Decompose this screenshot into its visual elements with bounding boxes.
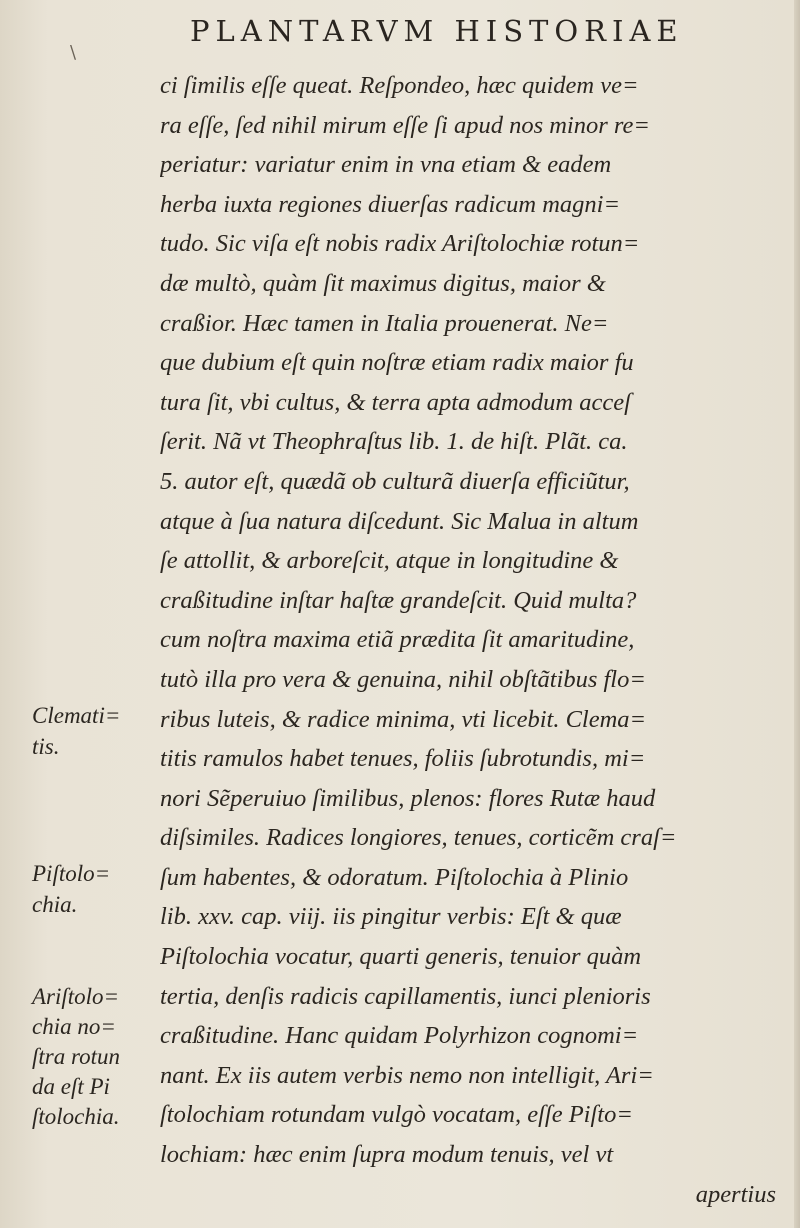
catchword: apertius bbox=[695, 1180, 776, 1208]
ink-mark: \ bbox=[70, 42, 77, 63]
margin-note-clematitis bbox=[32, 700, 172, 762]
text-line: craßitudine inſtar haſtæ grandeſcit. Quid multa? bbox=[160, 586, 637, 614]
text-line: titis ramulos habet tenues, foliis ſubrotundis, mi= bbox=[160, 745, 646, 773]
text-line: tertia, denſis radicis capillamentis, iunci plenioris bbox=[160, 982, 651, 1010]
text-line: ſerit. Nã vt Theophraſtus lib. 1. de hiſt. Plãt. ca. bbox=[160, 428, 628, 456]
text-line: lochiam: hæc enim ſupra modum tenuis, vel vt bbox=[160, 1141, 614, 1169]
margin-note-pistolochia bbox=[32, 858, 172, 920]
text-line: tudo. Sic viſa eſt nobis radix Ariſtolochiæ rotun= bbox=[160, 230, 640, 258]
running-header: PLANTARVM HISTORIAE bbox=[190, 14, 684, 48]
margin-note-line: Ariſtolo= bbox=[32, 984, 120, 1009]
text-line: tutò illa pro vera & genuina, nihil obſtãtibus flo= bbox=[160, 665, 646, 693]
main-text-block bbox=[160, 66, 790, 1214]
text-line: ſtolochiam rotundam vulgò vocatam, eſſe Piſto= bbox=[160, 1101, 633, 1129]
margin-note-aristolochia bbox=[32, 982, 172, 1132]
margin-note-line: chia no= bbox=[32, 1014, 116, 1039]
margin-note-line: Clemati= bbox=[32, 703, 121, 728]
text-line: lib. xxv. cap. viij. iis pingitur verbis: Eſt & quæ bbox=[160, 903, 622, 931]
text-line: nant. Ex iis autem verbis nemo non intelligit, Ari= bbox=[160, 1061, 654, 1089]
text-line: atque à ſua natura diſcedunt. Sic Malua in altum bbox=[160, 507, 639, 535]
text-line: craßior. Hæc tamen in Italia prouenerat. Ne= bbox=[160, 309, 609, 337]
text-line: ſum habentes, & odoratum. Piſtolochia à Plinio bbox=[160, 863, 629, 891]
margin-note-line: ſtolochia. bbox=[32, 1104, 120, 1129]
text-line: ſe attollit, & arboreſcit, atque in longitudine & bbox=[160, 547, 619, 575]
text-line: periatur: variatur enim in vna etiam & eadem bbox=[160, 151, 612, 179]
page-edge bbox=[794, 0, 800, 1228]
text-line: Piſtolochia vocatur, quarti generis, tenuior quàm bbox=[160, 943, 642, 971]
text-line: craßitudine. Hanc quidam Polyrhizon cognomi= bbox=[160, 1022, 639, 1050]
text-line: dæ multò, quàm ſit maximus digitus, maior & bbox=[160, 269, 606, 297]
margin-note-line: ſtra rotun bbox=[32, 1044, 120, 1069]
text-line: ci ſimilis eſſe queat. Reſpondeo, hæc quidem ve= bbox=[160, 72, 639, 99]
text-line: nori Sẽperuiuo ſimilibus, plenos: flores Rutæ haud bbox=[160, 784, 656, 812]
text-line: ribus luteis, & radice minima, vti licebit. Clema= bbox=[160, 705, 647, 733]
text-line: tura ſit, vbi cultus, & terra apta admodum acceſ bbox=[160, 388, 631, 416]
margin-note-line: Piſtolo= bbox=[32, 861, 111, 886]
text-line: ra eſſe, ſed nihil mirum eſſe ſi apud nos minor re= bbox=[160, 111, 650, 139]
text-line: que dubium eſt quin noſtræ etiam radix maior fu bbox=[160, 349, 634, 377]
text-line: diſsimiles. Radices longiores, tenues, corticẽm craſ= bbox=[160, 824, 677, 852]
text-line: herba iuxta regiones diuerſas radicum magni= bbox=[160, 190, 620, 218]
margin-note-line: da eſt Pi bbox=[32, 1074, 110, 1099]
text-line: cum noſtra maxima etiã prædita ſit amaritudine, bbox=[160, 626, 635, 654]
margin-note-line: tis. bbox=[32, 734, 60, 759]
text-line: 5. autor eſt, quædã ob culturã diuerſa efficiũtur, bbox=[160, 467, 630, 495]
margin-note-line: chia. bbox=[32, 892, 78, 917]
